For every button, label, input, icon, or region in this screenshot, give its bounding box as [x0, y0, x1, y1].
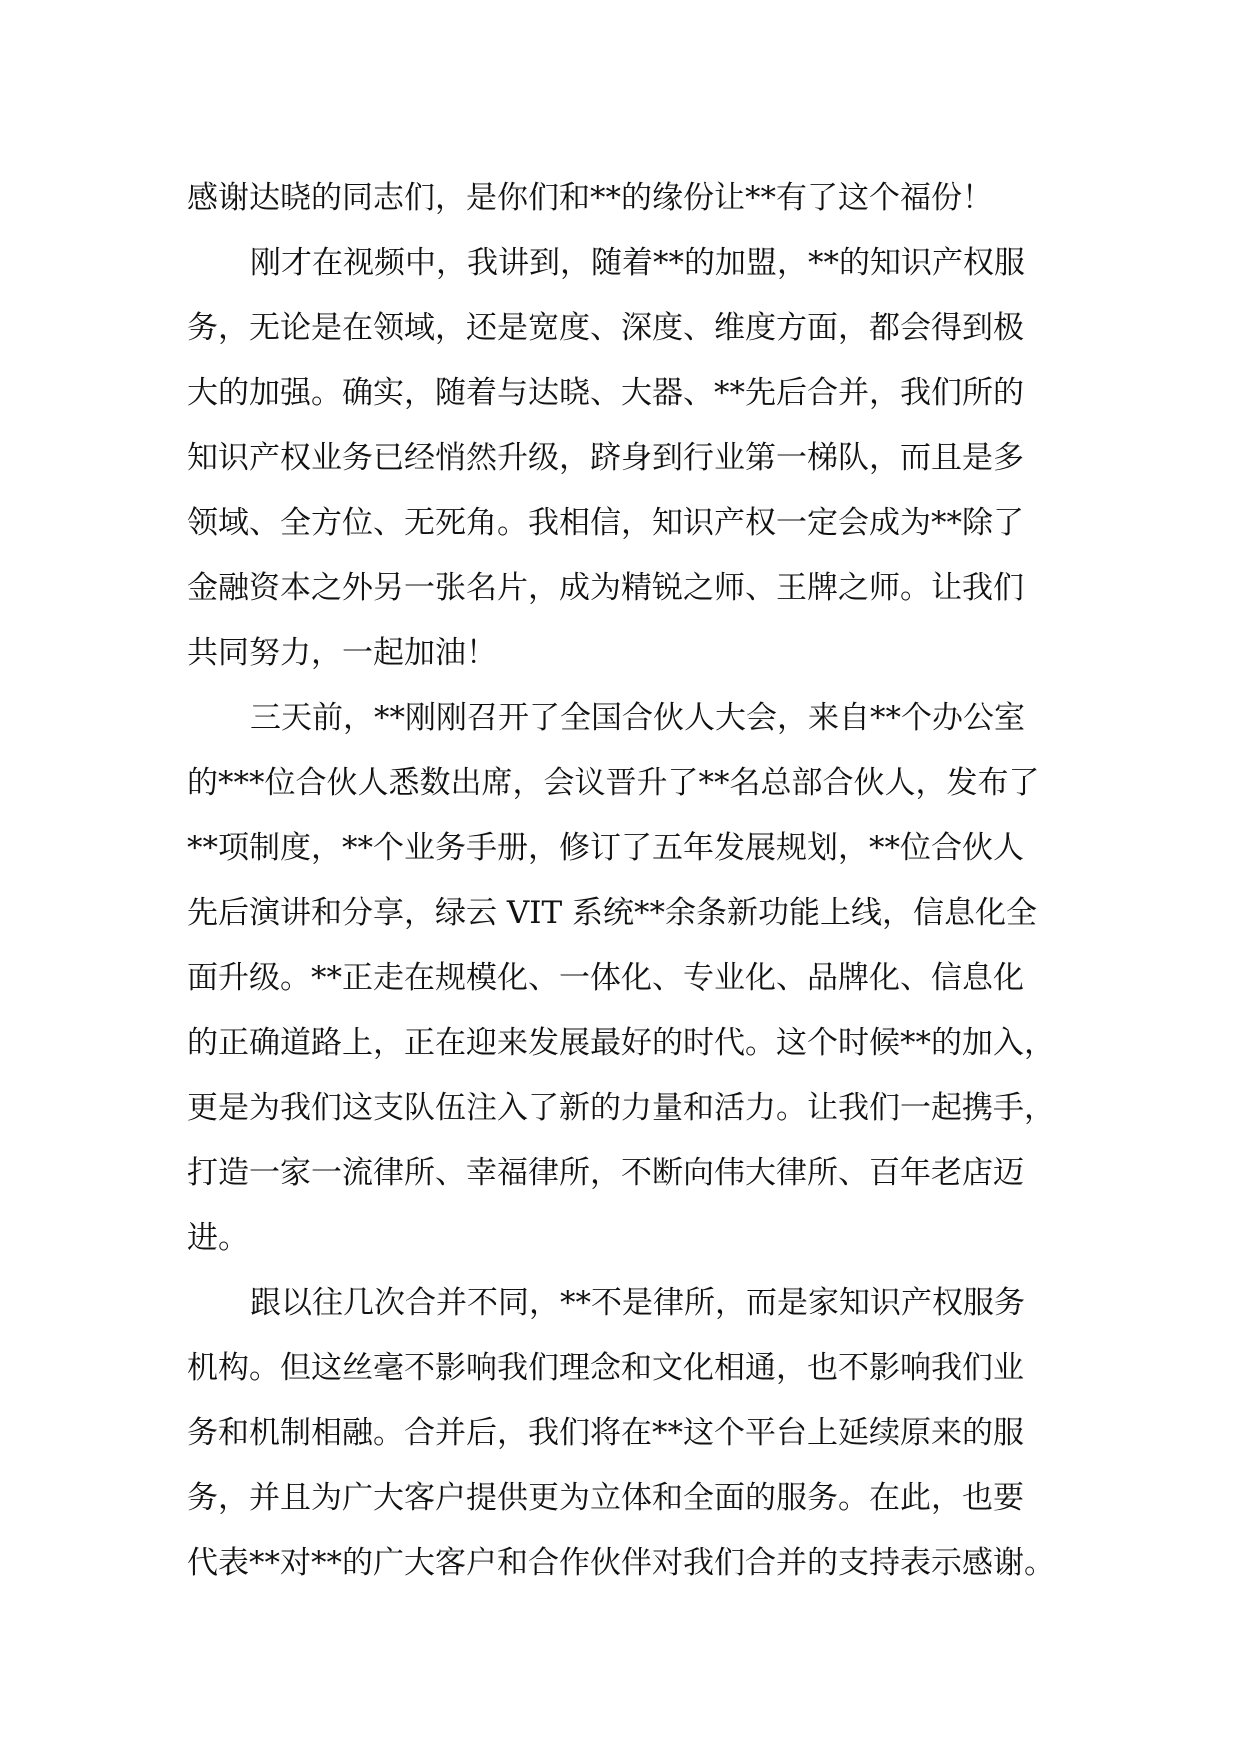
paragraph-line: 知识产权业务已经悄然升级，跻身到行业第一梯队，而且是多 — [187, 440, 1024, 476]
paragraph-line: 务，并且为广大客户提供更为立体和全面的服务。在此，也要 — [187, 1480, 1024, 1516]
paragraph-line: 领域、全方位、无死角。我相信，知识产权一定会成为**除了 — [187, 505, 1024, 541]
paragraph-line: 的正确道路上，正在迎来发展最好的时代。这个时候**的加入， — [187, 1025, 1055, 1061]
paragraph-line: 进。 — [187, 1220, 249, 1256]
document-body — [187, 166, 1087, 1596]
paragraph-line: 机构。但这丝毫不影响我们理念和文化相通，也不影响我们业 — [187, 1350, 1024, 1386]
paragraph-line: 刚才在视频中，我讲到，随着**的加盟，**的知识产权服 — [250, 245, 1025, 281]
paragraph-line: 面升级。**正走在规模化、一体化、专业化、品牌化、信息化 — [187, 960, 1024, 996]
paragraph-line: 务，无论是在领域，还是宽度、深度、维度方面，都会得到极 — [187, 310, 1024, 346]
paragraph-line: 感谢达晓的同志们，是你们和**的缘份让**有了这个福份！ — [187, 180, 993, 216]
paragraph-line: 的***位合伙人悉数出席，会议晋升了**名总部合伙人，发布了 — [187, 765, 1040, 801]
paragraph-line: 先后演讲和分享，绿云 VIT 系统**余条新功能上线，信息化全 — [187, 895, 1038, 931]
paragraph-line: 跟以往几次合并不同，**不是律所，而是家知识产权服务 — [250, 1285, 1025, 1321]
paragraph-line: 共同努力，一起加油！ — [187, 635, 497, 671]
paragraph-line: 三天前，**刚刚召开了全国合伙人大会，来自**个办公室 — [250, 700, 1025, 736]
paragraph-line: 务和机制相融。合并后，我们将在**这个平台上延续原来的服 — [187, 1415, 1024, 1451]
paragraph-line: 打造一家一流律所、幸福律所，不断向伟大律所、百年老店迈 — [187, 1155, 1024, 1191]
paragraph-line: **项制度，**个业务手册，修订了五年发展规划，**位合伙人 — [187, 830, 1024, 866]
paragraph-line: 大的加强。确实，随着与达晓、大器、**先后合并，我们所的 — [187, 375, 1024, 411]
paragraph-line: 代表**对**的广大客户和合作伙伴对我们合并的支持表示感谢。 — [187, 1545, 1055, 1581]
paragraph-line: 更是为我们这支队伍注入了新的力量和活力。让我们一起携手， — [187, 1090, 1055, 1126]
paragraph-line: 金融资本之外另一张名片，成为精锐之师、王牌之师。让我们 — [187, 570, 1024, 606]
